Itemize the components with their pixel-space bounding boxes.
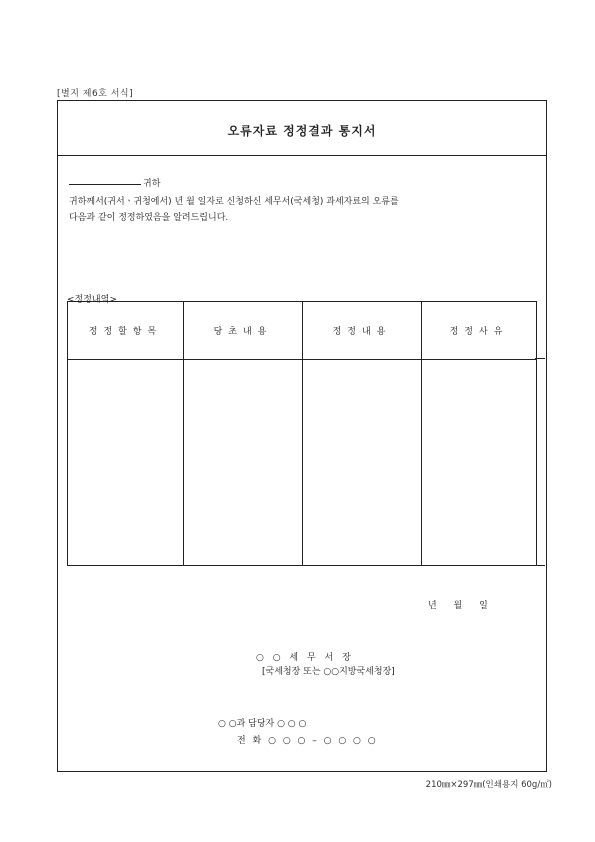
recipient-name-blank[interactable] <box>69 184 141 185</box>
table-edge-marker <box>535 358 545 566</box>
notice-body-line-1: 귀하께서(귀서ㆍ귀청에서) 년 월 일자로 신청하신 세무서(국세청) 과세자료의 오류를 <box>69 197 399 207</box>
cell-original-content[interactable] <box>184 360 303 566</box>
header-item-to-correct: 정정할항목 <box>68 302 184 360</box>
contact-person: ○ ○과 담당자 ○ ○ ○ <box>218 719 307 729</box>
cell-corrected-content[interactable] <box>303 360 422 566</box>
issuing-office: ○ ○ 세 무 서 장 <box>256 653 354 663</box>
cell-correction-reason[interactable] <box>422 360 537 566</box>
form-title: 오류자료 정정결과 통지서 <box>227 124 377 138</box>
issuing-office-alternative: [국세청장 또는 ○○지방국세청장] <box>262 667 395 677</box>
form-number-label: [별지 제6호 서식] <box>57 89 134 99</box>
cell-item-to-correct[interactable] <box>68 360 184 566</box>
notice-body-line-2: 다음과 같이 정정하였음을 알려드립니다. <box>69 213 229 223</box>
paper-specification: 210㎜×297㎜(인쇄용지 60g/㎡) <box>425 780 552 790</box>
issue-date: 년 월 일 <box>428 601 488 611</box>
table-header-row <box>68 302 537 360</box>
correction-details-label: <정정내역> <box>67 295 117 305</box>
contact-phone: 전 화 ○ ○ ○ – ○ ○ ○ ○ <box>237 736 378 746</box>
header-corrected-content: 정정내용 <box>303 302 422 360</box>
header-correction-reason: 정정사유 <box>422 302 537 360</box>
header-original-content: 당초내용 <box>184 302 303 360</box>
table-row <box>68 360 537 566</box>
recipient-suffix: 귀하 <box>143 179 161 189</box>
correction-details-table <box>67 301 537 566</box>
